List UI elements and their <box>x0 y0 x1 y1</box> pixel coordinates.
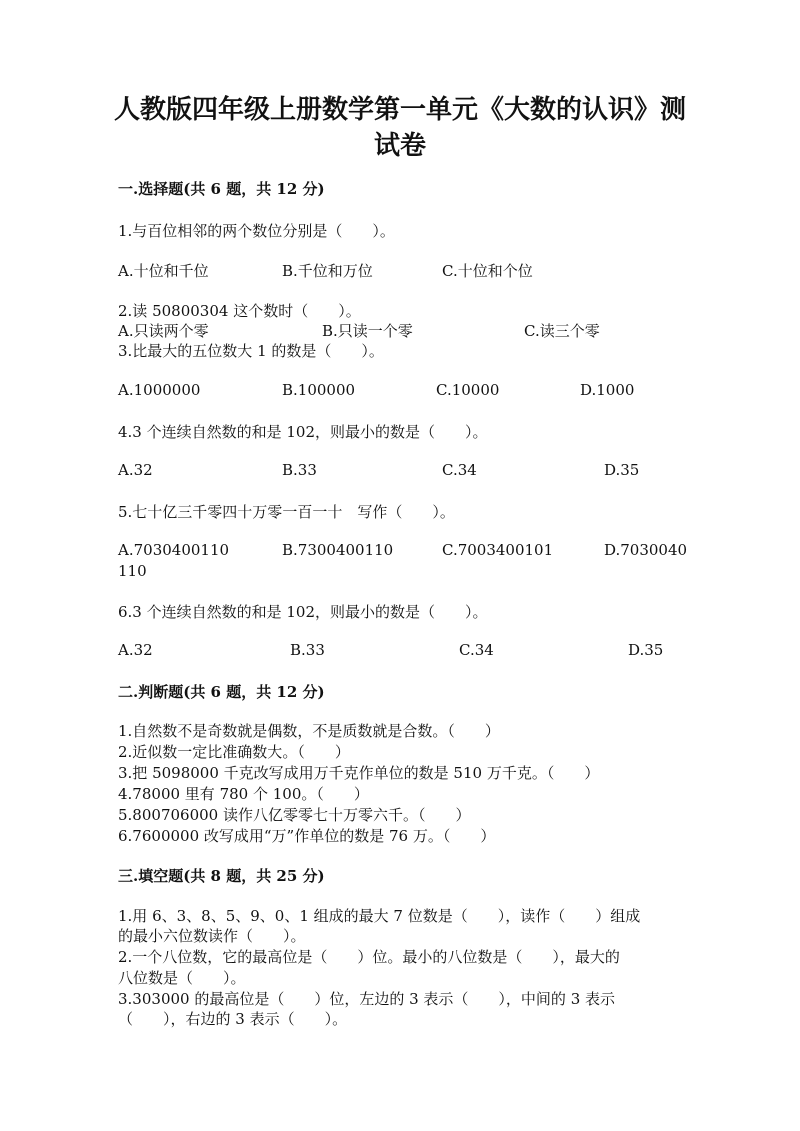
option: A.只读两个零 <box>118 322 209 340</box>
title-line-2: 试卷 <box>373 131 426 161</box>
option: C.34 <box>459 641 494 659</box>
option: C.10000 <box>436 381 500 399</box>
judge-item: 5.800706000 读作八亿零零七十万零六千。（ ） <box>118 806 471 824</box>
section-heading-judge: 二.判断题(共 6 题，共 12 分) <box>118 683 325 701</box>
fill-item-line: 3.303000 的最高位是（ ）位，左边的 3 表示（ ），中间的 3 表示 <box>118 990 616 1008</box>
judge-item: 3.把 5098000 千克改写成用万千克作单位的数是 510 万千克。（ ） <box>118 764 600 782</box>
option: B.千位和万位 <box>282 262 373 280</box>
section-heading-fill: 三.填空题(共 8 题，共 25 分) <box>118 867 325 885</box>
option: A.1000000 <box>118 381 201 399</box>
section-heading-choice: 一.选择题(共 6 题，共 12 分) <box>118 180 325 198</box>
option: D.1000 <box>580 381 635 399</box>
option: C.34 <box>442 461 477 479</box>
option: B.只读一个零 <box>322 322 413 340</box>
option: B.7300400110 <box>282 541 394 559</box>
question-stem: 4.3 个连续自然数的和是 102，则最小的数是（ ）。 <box>118 423 488 441</box>
fill-item-line: （ ），右边的 3 表示（ ）。 <box>118 1010 348 1028</box>
judge-item: 1.自然数不是奇数就是偶数，不是质数就是合数。（ ） <box>118 722 500 740</box>
judge-item: 4.78000 里有 780 个 100。（ ） <box>118 785 369 803</box>
fill-item-line: 的最小六位数读作（ ）。 <box>118 927 306 945</box>
fill-item-line: 1.用 6、3、8、5、9、0、1 组成的最大 7 位数是（ ），读作（ ）组成 <box>118 907 641 925</box>
question-stem: 6.3 个连续自然数的和是 102，则最小的数是（ ）。 <box>118 603 488 621</box>
title-line-1: 人教版四年级上册数学第一单元《大数的认识》测 <box>113 95 686 125</box>
option: D.7030040 <box>604 541 688 559</box>
option-wrap: 110 <box>118 562 147 580</box>
option: D.35 <box>604 461 640 479</box>
question-stem: 3.比最大的五位数大 1 的数是（ ）。 <box>118 342 384 360</box>
option: B.100000 <box>282 381 356 399</box>
question-stem: 2.读 50800304 这个数时（ ）。 <box>118 302 361 320</box>
fill-item-line: 八位数是（ ）。 <box>118 969 246 987</box>
option: C.7003400101 <box>442 541 554 559</box>
option: C.读三个零 <box>524 322 600 340</box>
question-stem: 1.与百位相邻的两个数位分别是（ ）。 <box>118 222 395 240</box>
option: A.32 <box>118 641 153 659</box>
page-title <box>110 92 690 164</box>
option: C.十位和个位 <box>442 262 533 280</box>
question-stem: 5.七十亿三千零四十万零一百一十 写作（ ）。 <box>118 503 455 521</box>
option: B.33 <box>282 461 317 479</box>
option: D.35 <box>628 641 664 659</box>
option: A.7030400110 <box>118 541 230 559</box>
judge-item: 2.近似数一定比准确数大。（ ） <box>118 743 350 761</box>
judge-item: 6.7600000 改写成用“万”作单位的数是 76 万。（ ） <box>118 827 496 845</box>
option: A.32 <box>118 461 153 479</box>
option: A.十位和千位 <box>118 262 209 280</box>
fill-item-line: 2.一个八位数，它的最高位是（ ）位。最小的八位数是（ ），最大的 <box>118 948 620 966</box>
option: B.33 <box>290 641 325 659</box>
